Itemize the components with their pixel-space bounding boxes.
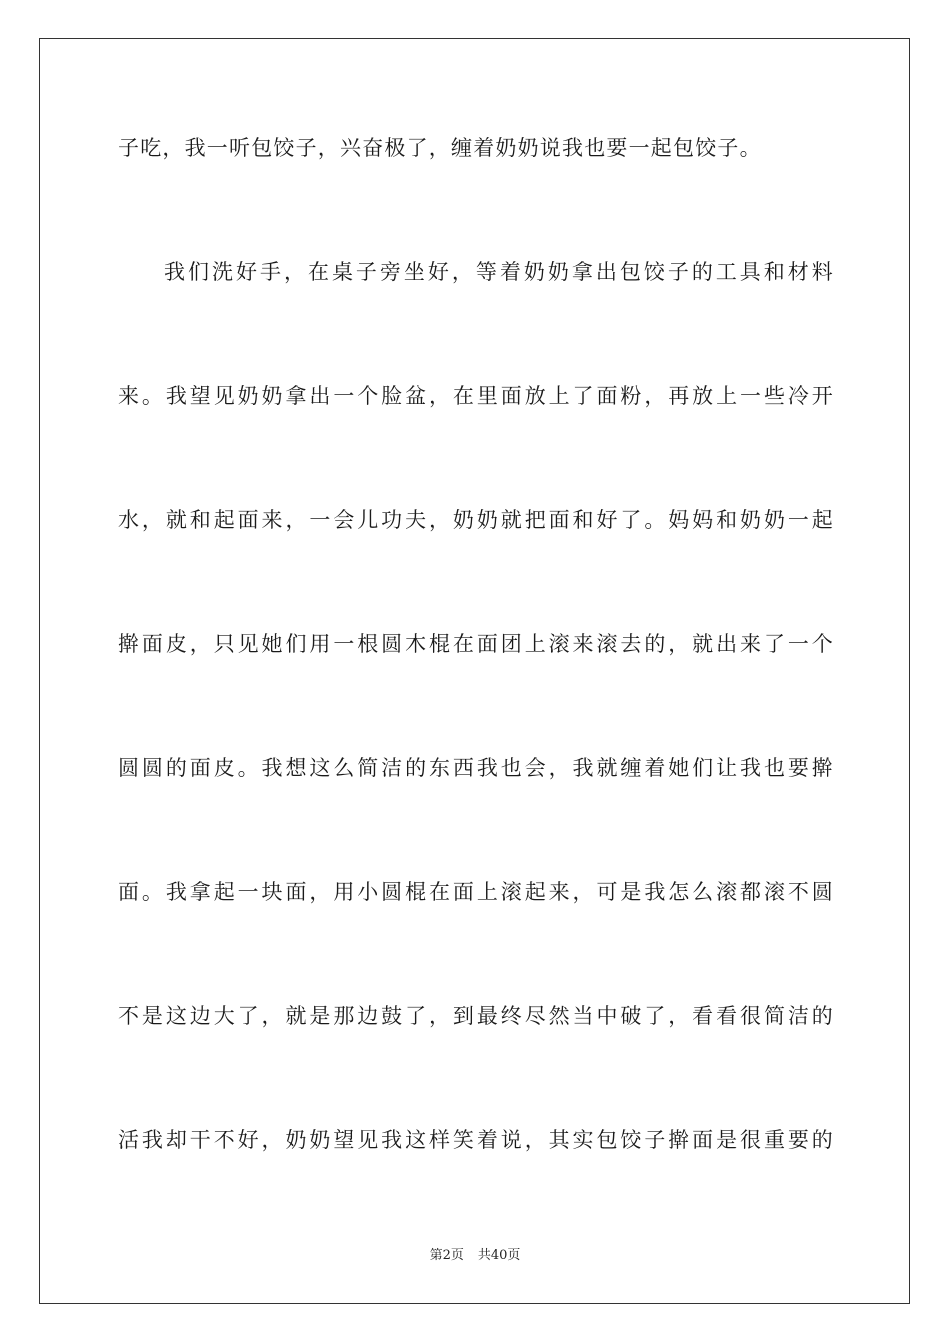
- paragraph-line: 水，就和起面来，一会儿功夫，奶奶就把面和好了。妈妈和奶奶一起: [118, 508, 834, 532]
- page-number: 第2页: [429, 1248, 464, 1263]
- paragraph-line: 擀面皮，只见她们用一根圆木棍在面团上滚来滚去的，就出来了一个: [118, 632, 834, 656]
- paragraph-line: 不是这边大了，就是那边鼓了，到最终尽然当中破了，看看很简洁的: [118, 1004, 834, 1028]
- paragraph-line: 我们洗好手，在桌子旁坐好，等着奶奶拿出包饺子的工具和材料: [164, 260, 834, 284]
- paragraph-line: 活我却干不好，奶奶望见我这样笑着说，其实包饺子擀面是很重要的: [118, 1128, 834, 1152]
- paragraph-line: 子吃，我一听包饺子，兴奋极了，缠着奶奶说我也要一起包饺子。: [118, 136, 762, 160]
- paragraph-line: 来。我望见奶奶拿出一个脸盆，在里面放上了面粉，再放上一些冷开: [118, 384, 834, 408]
- paragraph-line: 面。我拿起一块面，用小圆棍在面上滚起来，可是我怎么滚都滚不圆: [118, 880, 834, 904]
- page-footer: [0, 1244, 950, 1263]
- page-total: 共40页: [477, 1248, 521, 1263]
- paragraph-line: 圆圆的面皮。我想这么简洁的东西我也会，我就缠着她们让我也要擀: [118, 756, 834, 780]
- document-body: [118, 128, 834, 1244]
